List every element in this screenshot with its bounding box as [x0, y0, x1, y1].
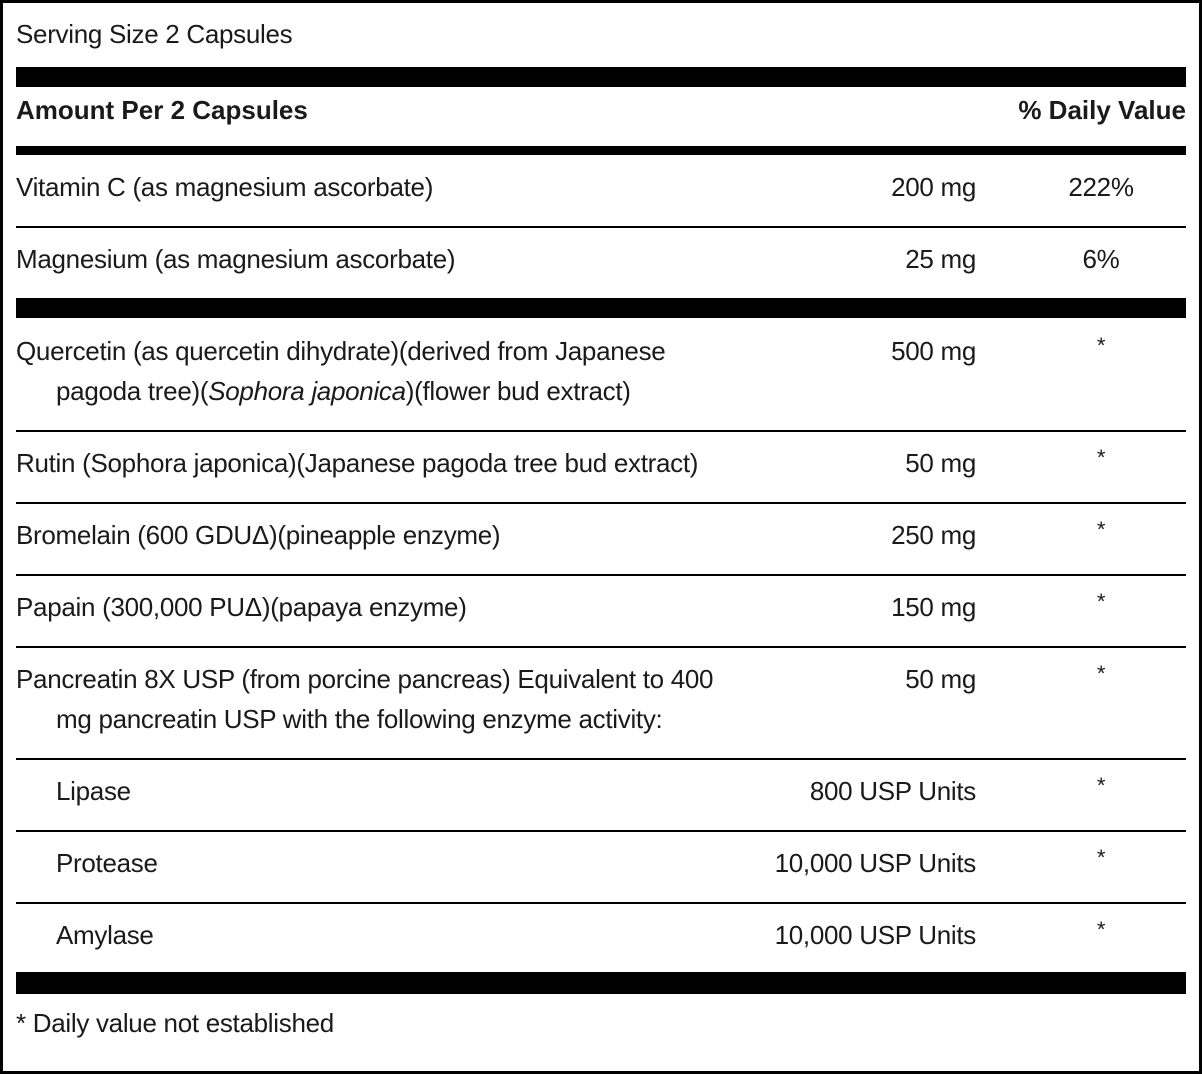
nutrient-amount: 200 mg: [891, 172, 976, 202]
nutrient-daily-value: *: [1096, 917, 1106, 942]
row-divider: [16, 830, 1186, 832]
nutrient-daily-value: 6%: [1082, 244, 1120, 274]
row-divider: [16, 226, 1186, 228]
nutrient-name-line2: pagoda tree)(Sophora japonica)(flower bud extract): [56, 376, 631, 406]
nutrient-daily-value: *: [1096, 517, 1106, 542]
footnote: * Daily value not established: [16, 1008, 334, 1038]
nutrient-name: Bromelain (600 GDUΔ)(pineapple enzyme): [16, 520, 501, 550]
nutrient-name: [16, 659, 756, 739]
nutrient-amount: 50 mg: [905, 664, 976, 694]
amount-header: Amount Per 2 Capsules: [16, 95, 308, 125]
nutrient-name: [16, 331, 756, 411]
nutrient-amount: 10,000 USP Units: [774, 920, 976, 950]
nutrient-amount: 500 mg: [891, 336, 976, 366]
nutrient-daily-value: *: [1096, 845, 1106, 870]
daily-value-header: % Daily Value: [1018, 95, 1186, 125]
nutrient-amount: 150 mg: [891, 592, 976, 622]
row-divider: [16, 758, 1186, 760]
nutrient-name: Protease: [56, 848, 158, 878]
nutrient-amount: 50 mg: [905, 448, 976, 478]
nutrient-name-line1: Pancreatin 8X USP (from porcine pancreas) Equivalent to 400: [16, 664, 714, 694]
nutrient-daily-value: *: [1096, 773, 1106, 798]
nutrient-amount: 250 mg: [891, 520, 976, 550]
nutrient-daily-value: 222%: [1068, 172, 1134, 202]
medium-divider: [16, 146, 1186, 155]
nutrient-amount: 800 USP Units: [809, 776, 976, 806]
nutrient-name: Papain (300,000 PUΔ)(papaya enzyme): [16, 592, 467, 622]
thick-divider: [16, 298, 1186, 318]
nutrient-name: Magnesium (as magnesium ascorbate): [16, 244, 456, 274]
nutrient-name: Lipase: [56, 776, 131, 806]
thick-divider: [16, 67, 1186, 87]
nutrient-daily-value: *: [1096, 589, 1106, 614]
nutrient-name: Vitamin C (as magnesium ascorbate): [16, 172, 434, 202]
nutrient-daily-value: *: [1096, 445, 1106, 470]
serving-size: Serving Size 2 Capsules: [16, 19, 293, 49]
nutrient-amount: 10,000 USP Units: [774, 848, 976, 878]
thick-divider: [16, 972, 1186, 994]
latin-name: Sophora japonica: [208, 376, 406, 406]
nutrient-amount: 25 mg: [905, 244, 976, 274]
row-divider: [16, 646, 1186, 648]
row-divider: [16, 902, 1186, 904]
nutrient-name-line1: Quercetin (as quercetin dihydrate)(derived from Japanese: [16, 336, 666, 366]
row-divider: [16, 502, 1186, 504]
nutrient-daily-value: *: [1096, 661, 1106, 686]
nutrient-name-line2: mg pancreatin USP with the following enzyme activity:: [56, 704, 663, 734]
nutrient-name: Rutin (Sophora japonica)(Japanese pagoda tree bud extract): [16, 448, 699, 478]
row-divider: [16, 574, 1186, 576]
nutrient-name: Amylase: [56, 920, 154, 950]
nutrient-daily-value: *: [1096, 333, 1106, 358]
row-divider: [16, 430, 1186, 432]
